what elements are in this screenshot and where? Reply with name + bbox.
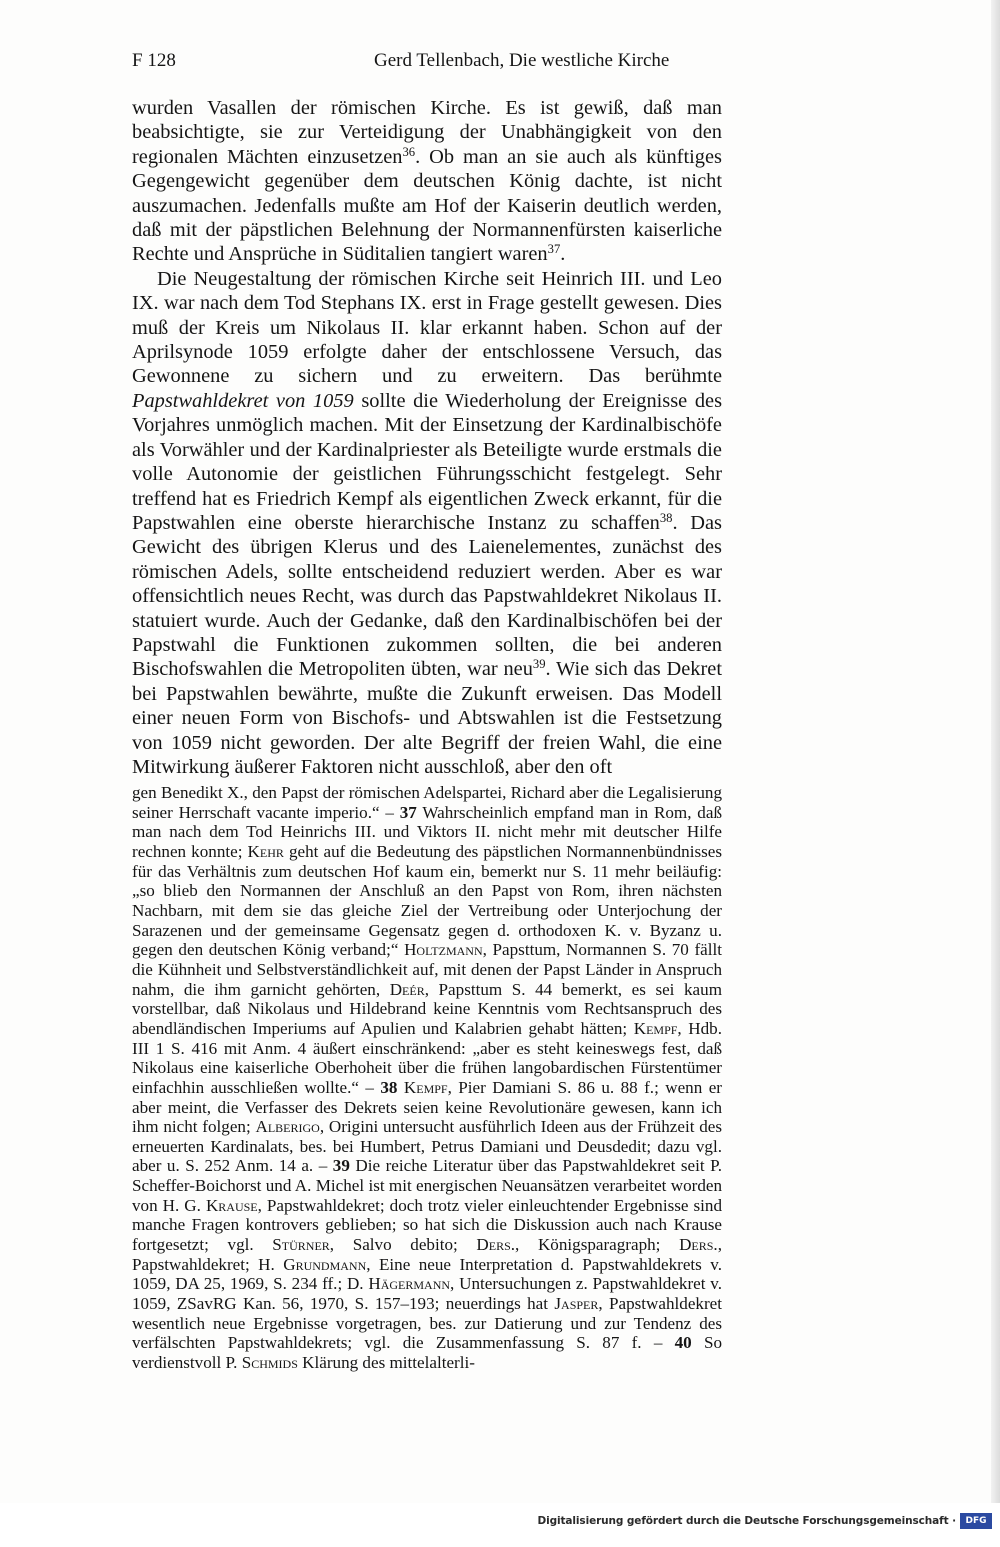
paragraph-1: [132, 96, 722, 267]
note-text: , Salvo debito;: [329, 1235, 477, 1255]
footnote-ref-36: 36: [402, 144, 416, 159]
scan-edge-shadow: [991, 0, 1000, 1547]
author-name: Kempf: [403, 1077, 448, 1097]
note-text: , Untersuchungen z. Papstwahldekret v. 1059, ZSavRG Kan. 56, 1970, S. 157–193; neuerdings hat: [132, 1274, 722, 1314]
note-text: , Papsttum, Normannen S. 70 fällt die Kühnheit und Selbstverständlichkeit auf, mit denen der Papst Länder in Anspruch nahm, die ihm garnicht gehörten,: [132, 940, 722, 999]
author-name: Kehr: [247, 841, 284, 861]
text-run: . Wie sich das Dekret bei Papstwahlen bewährte, mußte die Zukunft erweisen. Das Modell einer neuen Form von Bischofs- und Abtswahlen ist die Festsetzung von 1059 nicht geworden. Der alte Begriff der freien Wahl, die eine Mitwirkung äußerer Faktoren nicht ausschloß, aber den oft: [132, 658, 722, 778]
author-name: Grundmann: [283, 1254, 367, 1274]
dfg-logo-icon: DFG: [960, 1513, 992, 1529]
digitization-footer: [0, 1503, 1000, 1547]
author-name: Kempf: [633, 1018, 678, 1038]
note-text: geht auf die Bedeutung des päpstlichen Normannenbündnisses für das Verhältnis zum deutschen Hof kaum ein, bemerkt nur S. 11 mehr beiläufig: „so blieb den Normannen der Anschluß an den Papst von Rom, ihren nächsten Nachbarn, mit dem sie das gleiche Ziel der Vertreibung oder Unterjochung der Sarazenen und der gemeinsame Gegensatz gegen d. orthodoxen K. v. Byzanz u. gegen den deutschen König verband;“: [132, 841, 722, 960]
author-name: Ders.: [476, 1235, 516, 1255]
footnote-number-37: 37: [399, 802, 417, 822]
text-run: . Ob man an sie auch als künftiges Gegengewicht gegenüber dem deutschen König dachte, ist nicht auszumachen. Jedenfalls mußte am Hof der Kaiserin deutlich werden, daß mit der päpstlichen Belehnung der Normannenfürsten kaiserliche Rechte und Ansprüche in Süditalien tangiert waren: [132, 145, 722, 266]
note-text: So verdienstvoll P.: [132, 1333, 722, 1373]
text-run: .: [560, 243, 566, 266]
author-name: Schmids: [241, 1353, 298, 1373]
note-text: , Königsparagraph;: [515, 1235, 680, 1255]
footnote-number-39: 39: [332, 1156, 350, 1176]
footnotes: [132, 783, 722, 1373]
note-text: Klärung des mittelalterli-: [297, 1353, 475, 1373]
digitization-credit: Digitalisierung gefördert durch die Deutsche Forschungsgemeinschaft ·: [537, 1515, 956, 1527]
author-name: Stürner: [272, 1235, 330, 1255]
author-name: Krause: [205, 1195, 258, 1215]
emphasis-papstwahldekret: Papstwahldekret von 1059: [132, 389, 354, 412]
note-text: , Papsttum S. 44 bemerkt, es sei kaum vorstellbar, daß Nikolaus und Hildebrand keine Kenntnis vom Rechtsanspruch des abendländischen Imperiums auf Apulien und Kalabrien gehabt hätten;: [132, 979, 722, 1038]
note-text: Wahrscheinlich empfand man in Rom, daß man nach dem Tod Heinrichs III. und Viktors II. nicht mehr mit deutscher Hilfe rechnen konnte;: [132, 802, 722, 861]
author-name: Holtzmann: [404, 940, 483, 960]
footnote-ref-37: 37: [547, 242, 561, 257]
author-name: Deér: [389, 979, 425, 999]
note-text: , Pier Damiani S. 86 u. 88 f.; wenn er aber meint, die Verfasser des Dekrets seien keine Revolutionäre gewesen, kann ich ihm nicht folgen;: [132, 1077, 722, 1137]
text-run: wurden Vasallen der römischen Kirche. Es ist gewiß, daß man beabsichtigte, sie zur Verteidigung der Unabhängigkeit von den regionalen Mächten einzusetzen: [132, 97, 722, 168]
footnote-ref-39: 39: [532, 657, 546, 672]
author-name: Ders.: [679, 1235, 718, 1255]
text-run: sollte die Wiederholung der Ereignisse des Vorjahres unmöglich machen. Mit der Einsetzung der Kardinalbischöfe als Vorwähler und der Kardinalpriester als Beteiligte wurde erstmals die volle Autonomie der geistlichen Führungsschicht festgelegt. Sehr treffend hat es Friedrich Kempf als eigentlichen Zweck erkannt, für die Papstwahlen eine oberste hierarchische Instanz zu schaffen: [132, 389, 722, 534]
note-text: gen Benedikt X., den Papst der römischen Adelspartei, Richard aber die Legalisierung seiner Herrschaft vacante imperio.“ –: [132, 783, 722, 822]
author-name: Jasper: [554, 1294, 599, 1314]
paragraph-2: [132, 267, 722, 780]
running-header: [132, 50, 722, 76]
main-text: [132, 96, 722, 779]
footnote-ref-38: 38: [659, 510, 673, 525]
running-head-title: Gerd Tellenbach, Die westliche Kirche: [374, 50, 670, 71]
note-text: , Hdb. III 1 S. 416 mit Anm. 4 äußert einschränkend: „aber es steht keineswegs fest, daß Nikolaus eine kaiserliche Oberhoheit über die frühen langobardischen Fürstentümer einfachhin ausschließen wollte.“ –: [132, 1018, 722, 1097]
footnote-number-40: 40: [674, 1333, 692, 1353]
text-run: . Das Gewicht des übrigen Klerus und des Laienelementes, zunächst des römischen Adels, sollte entscheidend reduziert werden. Aber es war offensichtlich neues Recht, was durch das Papstwahldekret Nikolaus II. statuiert wurde. Auch der Gedanke, daß den Kardinalbischöfen bei der Papstwahl die Funktionen zukommen sollten, die bei anderen Bischofswahlen die Metropoliten übten, war neu: [132, 511, 722, 681]
text-run: Die Neugestaltung der römischen Kirche seit Heinrich III. und Leo IX. war nach dem Tod Stephans IX. erst in Frage gestellt gewesen. Dies muß der Kreis um Nikolaus II. klar erkannt haben. Schon auf der Aprilsynode 1059 erfolgte daher der entschlossene Versuch, das Gewonnene zu sichern und zu erweitern. Das berühmte: [132, 267, 722, 388]
footnote-number-38: 38: [380, 1077, 398, 1097]
page-number: F 128: [132, 50, 176, 71]
note-text: Die reiche Literatur über das Papstwahldekret seit P. Scheffer-Boichorst und A. Michel ist mit energischen Neuansätzen verarbeitet worden von H. G.: [132, 1156, 722, 1215]
note-text: , Origini untersucht ausführlich Ideen aus der Frühzeit des erneuerten Kardinalats, bes. bei Humbert, Petrus Damiani und Deusdedit; dazu vgl. aber u. S. 252 Anm. 14 a. –: [132, 1117, 723, 1176]
author-name: Hägermann: [368, 1274, 451, 1294]
note-text: , Papstwahldekret wesentlich neue Ergebnisse vorgetragen, bes. zur Datierung und zur Tendenz des verfälschten Papstwahldekrets; vgl. die Zusammenfassung S. 87 f. –: [132, 1294, 722, 1353]
note-text: , Papstwahldekret; doch trotz vieler einleuchtender Ergebnisse sind manche Fragen kontrovers geblieben; so hat sich die Diskussion auch nach Krause fortgesetzt; vgl.: [132, 1195, 722, 1255]
note-text: , Eine neue Interpretation d. Papstwahldekrets v. 1059, DA 25, 1969, S. 234 ff.; D.: [132, 1254, 722, 1294]
author-name: Alberigo: [255, 1117, 320, 1137]
note-text: , Papstwahldekret; H.: [132, 1235, 722, 1274]
